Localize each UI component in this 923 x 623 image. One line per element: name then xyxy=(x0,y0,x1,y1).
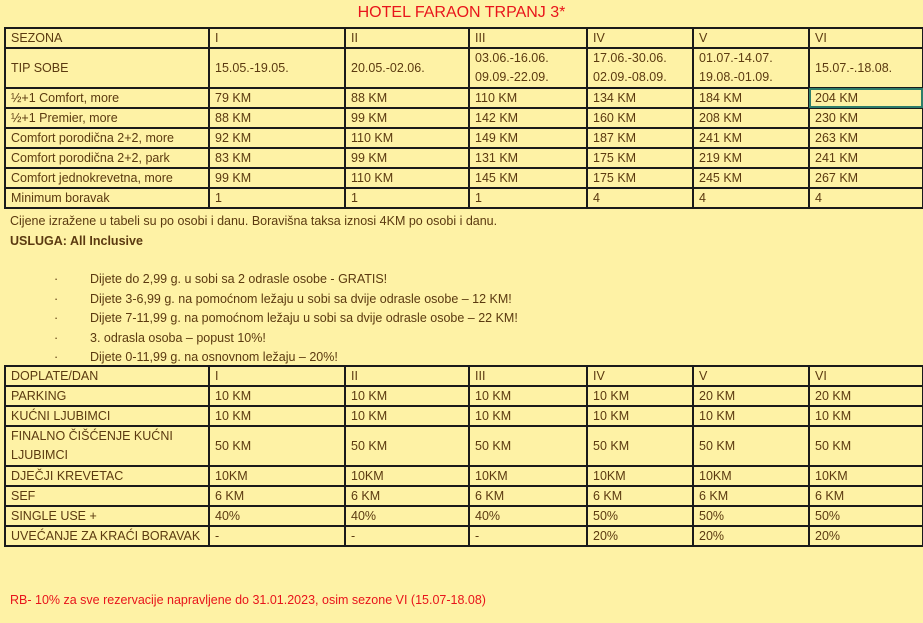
supplement-row-label: PARKING xyxy=(5,386,209,406)
period-cell: 20.05.-02.06. xyxy=(345,48,469,88)
rate-row-label: Minimum boravak xyxy=(5,188,209,208)
supplement-header-cell: VI xyxy=(809,366,923,386)
list-item xyxy=(54,329,518,349)
rate-row-label: Comfort porodična 2+2, more xyxy=(5,128,209,148)
period-row-label: TIP SOBE xyxy=(5,48,209,88)
supplement-row-label: FINALNO ČIŠĆENJE KUĆNI LJUBIMCI xyxy=(5,426,209,466)
supplement-cell: 6 KM xyxy=(345,486,469,506)
rate-cell: 160 KM xyxy=(587,108,693,128)
season-header-cell: VI xyxy=(809,28,923,48)
rate-cell: 4 xyxy=(693,188,809,208)
supplement-cell: 10 KM xyxy=(809,406,923,426)
rate-row xyxy=(5,148,923,168)
supplement-cell: 20% xyxy=(587,526,693,546)
supplement-cell: 50 KM xyxy=(693,426,809,466)
rate-cell: 92 KM xyxy=(209,128,345,148)
rate-cell: 184 KM xyxy=(693,88,809,108)
supplement-row xyxy=(5,466,923,486)
rate-cell: 187 KM xyxy=(587,128,693,148)
supplement-header-cell: II xyxy=(345,366,469,386)
rate-row-label: Comfort jednokrevetna, more xyxy=(5,168,209,188)
supplement-cell: 20 KM xyxy=(809,386,923,406)
rate-cell: 1 xyxy=(469,188,587,208)
period-cell: 15.05.-19.05. xyxy=(209,48,345,88)
supplement-cell: 50% xyxy=(693,506,809,526)
rate-row xyxy=(5,188,923,208)
rate-cell: 241 KM xyxy=(809,148,923,168)
rate-cell: 1 xyxy=(345,188,469,208)
supplement-cell: 50 KM xyxy=(469,426,587,466)
period-cell: 15.07.-.18.08. xyxy=(809,48,923,88)
rate-cell: 99 KM xyxy=(345,108,469,128)
supplement-cell: 6 KM xyxy=(469,486,587,506)
supplement-cell: 10 KM xyxy=(587,406,693,426)
rate-cell: 110 KM xyxy=(469,88,587,108)
bullet-dot-icon: · xyxy=(54,272,59,286)
supplement-cell: 50 KM xyxy=(809,426,923,466)
supplement-cell: 6 KM xyxy=(809,486,923,506)
rate-cell: 175 KM xyxy=(587,148,693,168)
supplement-cell: 50% xyxy=(809,506,923,526)
supplement-row-label: SINGLE USE + xyxy=(5,506,209,526)
rate-cell: 263 KM xyxy=(809,128,923,148)
supplement-row xyxy=(5,526,923,546)
period-cell: 17.06.-30.06. 02.09.-08.09. xyxy=(587,48,693,88)
bullet-dot-icon: · xyxy=(54,311,59,325)
supplement-cell: 10KM xyxy=(345,466,469,486)
rate-cell: 4 xyxy=(809,188,923,208)
rate-cell: 145 KM xyxy=(469,168,587,188)
list-item-text: 3. odrasla osoba – popust 10%! xyxy=(90,330,266,345)
rate-cell: 230 KM xyxy=(809,108,923,128)
season-header-cell: III xyxy=(469,28,587,48)
season-header-row xyxy=(5,28,923,48)
rate-cell: 219 KM xyxy=(693,148,809,168)
rate-cell: 83 KM xyxy=(209,148,345,168)
supplement-cell: - xyxy=(209,526,345,546)
rate-cell: 208 KM xyxy=(693,108,809,128)
season-header-cell: I xyxy=(209,28,345,48)
supplement-cell: 10KM xyxy=(693,466,809,486)
rates-table xyxy=(4,27,923,209)
rate-row xyxy=(5,128,923,148)
supplement-cell: 10 KM xyxy=(469,386,587,406)
supplement-cell: 10KM xyxy=(469,466,587,486)
list-item xyxy=(54,290,518,310)
supplement-header-cell: III xyxy=(469,366,587,386)
supplement-cell: 20% xyxy=(693,526,809,546)
supplement-cell: 40% xyxy=(345,506,469,526)
supplement-cell: 20 KM xyxy=(693,386,809,406)
period-cell: 01.07.-14.07. 19.08.-01.09. xyxy=(693,48,809,88)
bullet-dot-icon: · xyxy=(54,291,59,306)
rate-cell: 88 KM xyxy=(209,108,345,128)
rate-row-label: ½+1 Premier, more xyxy=(5,108,209,128)
rate-cell: 110 KM xyxy=(345,168,469,188)
supplement-cell: - xyxy=(469,526,587,546)
price-note: Cijene izražene u tabeli su po osobi i danu. Boravišna taksa iznosi 4KM po osobi i danu. xyxy=(10,214,498,228)
supplement-header-row xyxy=(5,366,923,386)
rate-row xyxy=(5,168,923,188)
supplement-cell: 40% xyxy=(209,506,345,526)
supplement-cell: 10 KM xyxy=(345,386,469,406)
rate-row-label: Comfort porodična 2+2, park xyxy=(5,148,209,168)
supplement-row xyxy=(5,506,923,526)
rate-row xyxy=(5,88,923,108)
rate-cell: 267 KM xyxy=(809,168,923,188)
rate-cell: 99 KM xyxy=(209,168,345,188)
supplement-cell: 50 KM xyxy=(345,426,469,466)
supplement-row xyxy=(5,486,923,506)
supplement-header-cell: V xyxy=(693,366,809,386)
list-item-text: Dijete do 2,99 g. u sobi sa 2 odrasle osobe - GRATIS! xyxy=(90,272,388,286)
supplement-cell: 10 KM xyxy=(693,406,809,426)
season-header-cell: II xyxy=(345,28,469,48)
supplement-cell: 6 KM xyxy=(209,486,345,506)
supplement-row xyxy=(5,386,923,406)
rate-cell: 134 KM xyxy=(587,88,693,108)
supplement-row-label: DJEČJI KREVETAC xyxy=(5,466,209,486)
list-item-text: Dijete 3-6,99 g. na pomoćnom ležaju u sobi sa dvije odrasle osobe – 12 KM! xyxy=(90,291,512,306)
supplement-row xyxy=(5,406,923,426)
supplement-header-cell: I xyxy=(209,366,345,386)
supplement-cell: 10KM xyxy=(587,466,693,486)
supplement-cell: 50 KM xyxy=(209,426,345,466)
rate-cell: 131 KM xyxy=(469,148,587,168)
supplement-header-label: DOPLATE/DAN xyxy=(5,366,209,386)
supplement-cell: 10 KM xyxy=(345,406,469,426)
supplement-cell: 10KM xyxy=(809,466,923,486)
supplement-cell: 6 KM xyxy=(587,486,693,506)
supplements-table xyxy=(4,365,923,547)
supplement-row-label: SEF xyxy=(5,486,209,506)
supplement-row-label: KUĆNI LJUBIMCI xyxy=(5,406,209,426)
children-discount-list xyxy=(54,270,518,368)
list-item-text: Dijete 0-11,99 g. na osnovnom ležaju – 20%! xyxy=(90,350,338,364)
rate-cell: 241 KM xyxy=(693,128,809,148)
rate-cell: 204 KM xyxy=(809,88,923,108)
season-header-label: SEZONA xyxy=(5,28,209,48)
page-title: HOTEL FARAON TRPANJ 3* xyxy=(357,4,566,21)
supplement-cell: 50 KM xyxy=(587,426,693,466)
bullet-dot-icon: · xyxy=(54,350,59,364)
period-row xyxy=(5,48,923,88)
list-item-text: Dijete 7-11,99 g. na pomoćnom ležaju u sobi sa dvije odrasle osobe – 22 KM! xyxy=(90,311,518,325)
period-cell: 03.06.-16.06. 09.09.-22.09. xyxy=(469,48,587,88)
supplement-cell: 6 KM xyxy=(693,486,809,506)
supplement-cell: 10 KM xyxy=(209,406,345,426)
rate-cell: 99 KM xyxy=(345,148,469,168)
service-type: USLUGA: All Inclusive xyxy=(10,234,143,248)
rate-cell: 175 KM xyxy=(587,168,693,188)
rate-cell: 245 KM xyxy=(693,168,809,188)
supplement-cell: 10KM xyxy=(209,466,345,486)
supplement-cell: 20% xyxy=(809,526,923,546)
list-item xyxy=(54,270,518,290)
early-booking-note: RB- 10% za sve rezervacije napravljene do 31.01.2023, osim sezone VI (15.07-18.08) xyxy=(10,593,486,607)
rate-cell: 79 KM xyxy=(209,88,345,108)
supplement-cell: - xyxy=(345,526,469,546)
supplement-cell: 50% xyxy=(587,506,693,526)
supplement-header-cell: IV xyxy=(587,366,693,386)
rate-cell: 4 xyxy=(587,188,693,208)
supplement-row xyxy=(5,426,923,466)
rate-row-label: ½+1 Comfort, more xyxy=(5,88,209,108)
season-header-cell: V xyxy=(693,28,809,48)
season-header-cell: IV xyxy=(587,28,693,48)
supplement-cell: 10 KM xyxy=(209,386,345,406)
rate-cell: 149 KM xyxy=(469,128,587,148)
bullet-dot-icon: · xyxy=(54,330,59,345)
supplement-cell: 10 KM xyxy=(469,406,587,426)
rate-cell: 1 xyxy=(209,188,345,208)
rate-cell: 88 KM xyxy=(345,88,469,108)
list-item xyxy=(54,309,518,329)
rate-row xyxy=(5,108,923,128)
supplement-row-label: UVEĆANJE ZA KRAĆI BORAVAK xyxy=(5,526,209,546)
supplement-cell: 10 KM xyxy=(587,386,693,406)
supplement-cell: 40% xyxy=(469,506,587,526)
rate-cell: 110 KM xyxy=(345,128,469,148)
rate-cell: 142 KM xyxy=(469,108,587,128)
